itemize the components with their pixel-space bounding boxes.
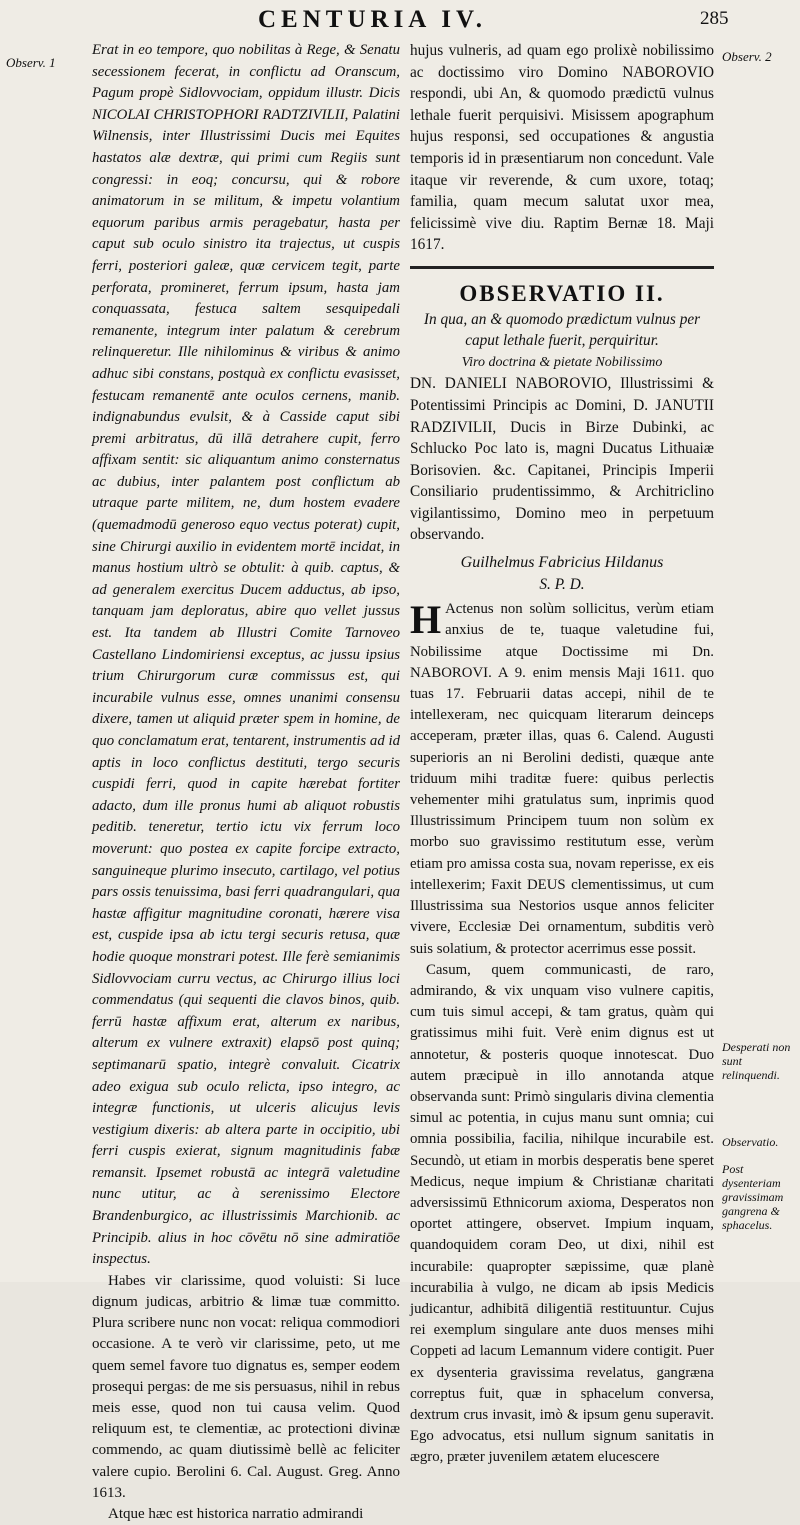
page-number: 285 — [700, 8, 729, 29]
author-name: Guilhelmus Fabricius Hildanus — [460, 554, 664, 572]
section-divider — [410, 266, 714, 269]
right-column — [410, 40, 714, 1469]
margin-note-observ-1: Observ. 1 — [6, 55, 56, 70]
dedication-text: DN. DANIELI NABOROVIO, Illustrissimi & Potentissimi Principis ac Domini, D. JANUTII RADZIVILII, Ducis in Birze Dubinki, ac Schlucko Poc lato is, magni Ducatus Lithuaiæ Borisovien. &c. Capitanei, Principis Imperii Consiliario prudentissimmo, & Architriclino vigilantissimo, Domino meo in perpetuum observando. — [410, 375, 714, 544]
dedication-intro: Viro doctrina & pietate Nobilissimo — [461, 354, 663, 370]
left-paragraph-continuation: Atque hæc est historica narratio admirandi — [108, 1506, 364, 1523]
margin-note-observatio: Observatio. — [722, 1135, 779, 1149]
margin-note-desperati: Desperati non sunt relinquendi. — [722, 1040, 791, 1082]
left-paragraph-closing: Habes vir clarissime, quod voluisti: Si luce dignum judicas, arbitrio & limæ tuæ committo. Plura scribere nunc non vocat: reliqua commodiori occasione. A te verò vir clarissime, peto, ut me quem semel favore tuo dignatus es, semper eodem prosequi pergas: de me sis persuasus, nihil in rebus meis esse, quod non tui causa velim. Quod reliquum est, te clementiæ, ac protectioni divinæ commendo, ac quam diutissimè bellè ac feliciter valere cupio. Berolini 6. Cal. August. Greg. Anno 1613. — [92, 1272, 400, 1501]
left-column — [92, 40, 400, 1525]
drop-cap: H — [410, 597, 442, 643]
left-paragraph-case-narrative: Erat in eo tempore, quo nobilitas à Rege, & Senatu secessionem fecerat, in conflictu ad Oranscum, Pagum propè Sidlovvociam, oppidum illustr. Dicis NICOLAI CHRISTOPHORI RADTZIVILII, Palatini Wilnensis, inter Illustrissimi Ducis mei Equites hastatos alæ dextræ, qui primi cum Regiis sunt congressi: in eoq; concursu, qui & robore animatorum in se militum, & impetu volantium equorum paribus armis peragebatur, hasta per caput sub oculo sinistro ita trajectus, ut cuspis ferri, posteriori galeæ, quæ cervicem tegit, parte perforata, promineret, ferrum ipsum, hasta jam conquassata, festuca saltem sesquipedali remanente, integrum inter palatum & cerebrum relinqueretur. Ille nihilominus & viribus & animo adhuc sibi constans, postquà ex conflictu evasisset, festucam remanentē ante oculos cernens, manib. indignabundus evulsit, & à Casside caput sibi premi arbitratus, dū illā detrahere cupit, ferro affixam sentit: sic aliquantum animo consternatus ac dubius, inter palantem post conflictum ab utraque parte militem, ne, dum hostem evadere (quemadmodū generoso equo vectus poterat) cupit, sine Chirurgi auxilio in evidentem mortē incidat, in manus hostium ultrò se obtulit: à quib. captus, & ad generalem exercitus Ducem adductus, ab ipso, tanquam jam deploratus, abire quo vellet jussus est. Ita tandem ab Illustri Comite Tarnoveo Castellano Lindomiriensi exceptus, ac jussu ipsius trium Chirurgorum curæ commissus est, qui incurabile vulnus esse, omnes unanimi consensu dixere, tamen ut aliquid præter spem in homine, de quo conclamatum erat, tentarent, instrumentis ad id aptis in loco conflictus destituti, tergo securis cuspidi ferri, quod in capite hærebat fortiter adacto, dum ille pronus humi ab aliquot robustis peditib. teneretur, tertio ictu vix ferrum loco moverunt: quo postea ex capite forcipe extracto, sanguineque plurimo insecuto, cartilago, vel potius pars ossis tenuissima, basi ferri quadrangulari, qua hastæ affigitur magnitudine coronati, hærere visa est, cuspide ipsa ab ictu tergi securis retusa, quæ hodie quoque monstrari potest. Ille ferè semianimis Sidlovvociam curru vectus, ac Chirurgo illius loci commendatus (qui sequenti die clavos binos, quib. ferrū hastæ affixum erat, alterum ex naribus, alterum ex vulnere extraxit) elapsō post quinq; septimanarū spatio, integrè convaluit. Cicatrix adeo exigua sub oculo relicta, ipso integro, ac integræ functionis, ut ulceris alicujus levis vestigium dixeris: ab altera parte in occipitio, ubi ferri cuspis exierat, signum magnitudinis fabæ remansit. Ipsemet robustā ac integrā valetudine nunc utitur, ac à serenissimo Electore Brandenburgico, ac illustrissimis Marchionib. ac Principib. alius in hoc cōvētu nō sine admiratiōe inspectus. — [92, 42, 400, 1268]
observatio-subtitle: In qua, an & quomodo prædictum vulnus per caput lethale fuerit, perquiritur. — [423, 310, 701, 350]
letter-body: Actenus non solùm sollicitus, verùm etiam anxius de te, tuaque valetudine fui, Nobilissime atque Doctissime mi Dn. NABOROVI. A 9. enim mensis Maji 1611. quo tuas 17. Februarii datas accepi, nihil de te intellexeram, nec quicquam literarum deinceps acceperam, præter illas, quas 6. Calend. Augusti superioris an ni Berolini dedisti, quæque ante triduum mihi traditæ fuere: quibus perlectis vehementer mihi gratulatus sum, inprimis quod Illustrissimum Principem tuum non solùm ex morbo suo gravissimo restitutum esse, verùm etiam pro amissa costa sua, novam reperisse, ex eis intellexerim; Faxit DEUS clementissimus, ut cum Illustrissima sua Nestorios usque annos feliciter vivere, Ecclesiæ Dei ornamentum, subditis verò suis solatium, & protector acerrimus esse possit. — [410, 601, 714, 957]
running-head — [0, 0, 800, 40]
right-paragraph-case-discussion: Casum, quem communicasti, de raro, admirando, & vix unquam viso vulnere capitis, cum tuis simul accepi, & tam gratus, quàm qui gratissimus mihi fuit. Verè enim dignus est ut annotetur, & posteris quoque innotescat. Duo autem præcipuè in illo annotanda atque observanda sunt: Primò singularis divina clementia simul ac potentia, in cujus manu sunt omnia; cui omnia possibilia, facilia, nihilque incurabile est. Secundò, ut etiam in morbis desperatis bene speret Medicus, neque impium & Christianæ charitati adversissimū Ethnicorum axioma, Desperatos non oportet attingere, observet. Impium inquam, quandoquidem coram Deo, ut dixi, nihil est incurabile: quapropter sæpissime, quæ planè incurabilia à vulgo, ne dicam ab ipsis Medicis judicantur, adhibitā diligentiā restituuntur. Cujus rei exemplum singulare ante duos menses mihi Coppeti ad lacum Lemannum videre contigit. Puer ex dysenteria gravissima revelatus, gangræna correptus fuit, quæ in sphacelum conversa, dextrum crus invasit, imò & ipsum genu superavit. Ego advocatus, etsi nullum signum sanitatis in ægro, præter juvenilem ætatem elucescere — [410, 961, 714, 1466]
running-title: CENTURIA IV. — [258, 6, 488, 33]
right-paragraph-letter-start — [410, 599, 714, 959]
right-paragraph-letter-end: hujus vulneris, ad quam ego prolixè nobilissimo ac doctissimo viro Domino NABOROVIO respondi, ubi An, & quomodo prædictū vulnus lethale fuerit perquisivi. Misissem apographum hujus responsi, sed occupationes & angustia temporis id in præsentiarum non concedunt. Vale itaque vir reverende, & cum uxore, totaq; familia, quam mecum salutat uxor mea, felicissimè vive diu. Raptim Bernæ 18. Maji 1617. — [410, 42, 714, 254]
margin-note-observ-2: Observ. 2 — [722, 49, 772, 64]
observatio-heading: OBSERVATIO II. — [459, 280, 665, 306]
salutation: S. P. D. — [539, 575, 585, 593]
margin-note-post-dysenteriam: Post dysenteriam gravissimam gangrena & sphacelus. — [722, 1162, 784, 1232]
